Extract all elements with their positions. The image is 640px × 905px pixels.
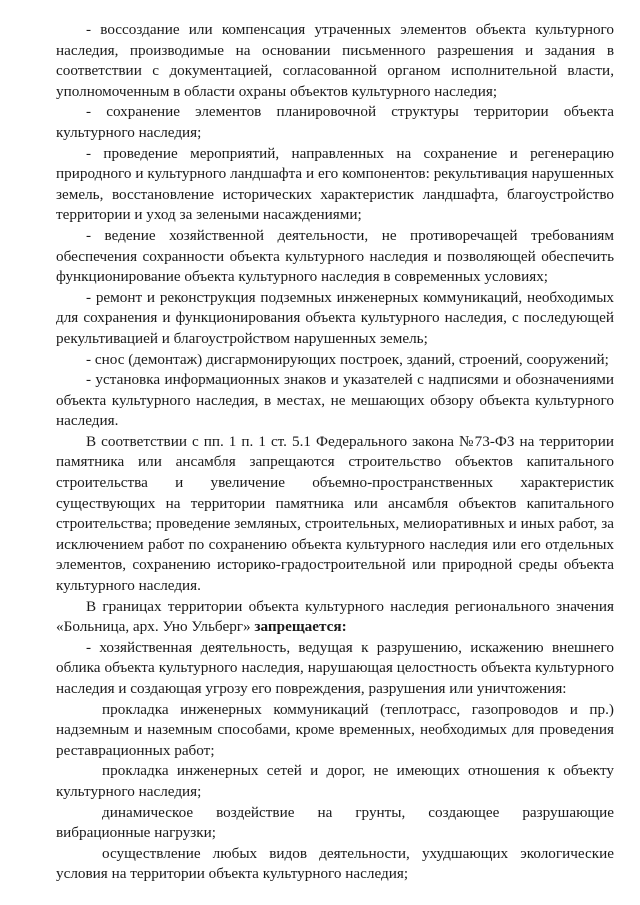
paragraph-2: - сохранение элементов планировочной структуры территории объекта культурного наследия; bbox=[56, 103, 614, 141]
paragraph-8: В соответствии с пп. 1 п. 1 ст. 5.1 Федерального закона №73-ФЗ на территории памятника или ансамбля запрещаются строительство объектов капитального строительства и увеличение объемно-пространственных характеристик существующих на территории памятника или ансамбля объектов капитального строительства; проведение земляных, строительных, мелиоративных и иных работ, за исключением работ по сохранению объекта культурного наследия или его отдельных элементов, сохранению историко-градостроительной или природной среды объекта культурного наследия. bbox=[56, 432, 614, 595]
paragraph-3: - проведение мероприятий, направленных на сохранение и регенерацию природного и культурного ландшафта и его компонентов: рекультивация нарушенных земель, восстановление исторических характеристик ландшафта, благоустройство территории и уход за зелеными насаждениями; bbox=[56, 144, 614, 224]
paragraph-9 bbox=[56, 597, 614, 638]
paragraph-11: прокладка инженерных коммуникаций (теплотрасс, газопроводов и пр.) надземным и наземным способами, кроме временных, необходимых для проведения реставрационных работ; bbox=[56, 700, 614, 759]
paragraph-7: - установка информационных знаков и указателей с надписями и обозначениями объекта культурного наследия, в местах, не мешающих обзору объекта культурного наследия. bbox=[56, 371, 614, 430]
prohibited-label: запрещается: bbox=[254, 618, 347, 636]
paragraph-5: - ремонт и реконструкция подземных инженерных коммуникаций, необходимых для сохранения и функционирования объекта культурного наследия, с последующей рекультивацией и благоустройством нарушенных земель; bbox=[56, 288, 614, 347]
paragraph-9-text: В границах территории объекта культурного наследия регионального значения «Больница, арх. Уно Ульберг» bbox=[56, 597, 614, 636]
paragraph-12: прокладка инженерных сетей и дорог, не имеющих отношения к объекту культурного наследия; bbox=[56, 762, 614, 800]
document-page bbox=[56, 20, 614, 885]
paragraph-1: - воссоздание или компенсация утраченных элементов объекта культурного наследия, производимые на основании письменного разрешения и задания в соответствии с документацией, согласованной органом исполнительной власти, уполномоченным в области охраны объектов культурного наследия; bbox=[56, 21, 614, 100]
paragraph-6: - снос (демонтаж) дисгармонирующих построек, зданий, строений, сооружений; bbox=[86, 350, 609, 368]
paragraph-10: - хозяйственная деятельность, ведущая к разрушению, искажению внешнего облика объекта культурного наследия, нарушающая целостность объекта культурного наследия и создающая угрозу его повреждения, разрушения или уничтожения: bbox=[56, 638, 614, 697]
paragraph-4: - ведение хозяйственной деятельности, не противоречащей требованиям обеспечения сохранности объекта культурного наследия и позволяющей обеспечить функционирование объекта культурного наследия в современных условиях; bbox=[56, 226, 614, 286]
paragraph-14: осуществление любых видов деятельности, ухудшающих экологические условия на территории объекта культурного наследия; bbox=[56, 844, 614, 883]
paragraph-13: динамическое воздействие на грунты, создающее разрушающие вибрационные нагрузки; bbox=[56, 803, 614, 842]
